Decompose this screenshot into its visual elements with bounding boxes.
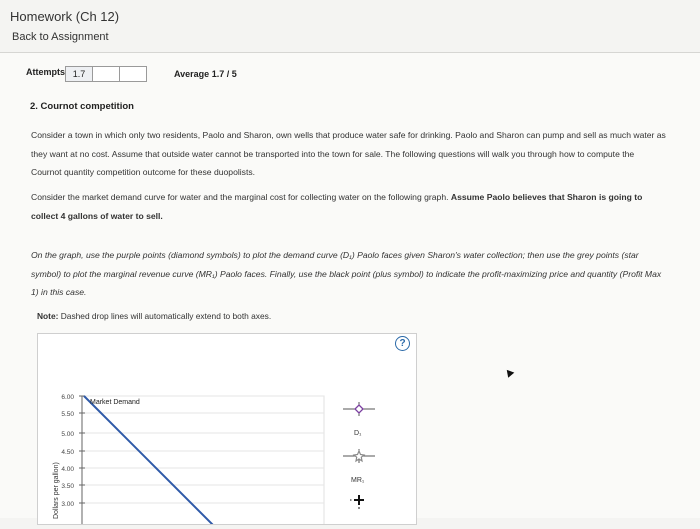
d1-diamond-tool[interactable] (343, 402, 375, 416)
attempt-box-1: 1.7 (65, 66, 93, 82)
paragraph-2-bold: Assume Paolo believes that Sharon is going to collect 4 gallons of water to sell. (31, 192, 643, 221)
note-label: Note: (37, 311, 59, 321)
market-demand-label: Market Demand (90, 399, 140, 406)
question-title: 2. Cournot competition (30, 101, 134, 112)
graph-panel (37, 333, 417, 525)
y-tick-label: 4.00 (61, 466, 74, 473)
question-paragraph-2 (31, 188, 666, 225)
legend-d1-label: D₁ (354, 430, 362, 437)
y-tick-label: 5.00 (61, 431, 74, 438)
mouse-cursor-icon (504, 367, 515, 378)
help-icon[interactable]: ? (395, 336, 410, 351)
star-icon (354, 451, 364, 461)
page-header (0, 0, 700, 53)
y-axis-label: Dollars per gallon) (53, 462, 60, 519)
paragraph-2-text: Consider the market demand curve for water and the marginal cost for collecting water on the following graph. (31, 192, 451, 202)
y-tick-label: 4.50 (61, 449, 74, 456)
legend-mr1-label: MR₁ (351, 477, 365, 484)
note (37, 311, 271, 321)
mr1-star-tool[interactable] (343, 449, 375, 463)
attempt-box-2 (92, 66, 120, 82)
note-text: Dashed drop lines will automatically extend to both axes. (58, 311, 272, 321)
diamond-icon (355, 405, 363, 413)
question-content (0, 53, 700, 518)
plot-area[interactable] (82, 396, 324, 524)
y-tick-label: 3.50 (61, 483, 74, 490)
homework-title: Homework (Ch 12) (10, 9, 120, 24)
profit-max-plus-tool[interactable] (350, 495, 364, 509)
question-paragraph-3: On the graph, use the purple points (diamond symbols) to plot the demand curve (D₁) Paolo faces given Sharon's water collection; then use the grey points (star symbol) to plot the marginal revenue curve (MR₁) Paolo faces. Finally, use the black point (plus symbol) to indicate the profit-maximizing price and quantity (Profit Max 1) in this case. (31, 250, 662, 297)
question-paragraph-1: Consider a town in which only two residents, Paolo and Sharon, own wells that produce water safe for drinking. Paolo and Sharon can pump and sell as much water as they want at no cost. Assume that outside water cannot be transported into the town for sale. The following questions will walk you through how to compute the Cournot quantity competition outcome for these duopolists. (31, 130, 666, 177)
average-score: Average 1.7 / 5 (174, 69, 237, 79)
attempt-boxes (65, 66, 146, 82)
back-to-assignment-link[interactable]: Back to Assignment (12, 31, 109, 43)
y-tick-label: 6.00 (61, 394, 74, 401)
y-tick-label: 3.00 (61, 501, 74, 508)
y-tick-label: 5.50 (61, 411, 74, 418)
attempt-box-3 (119, 66, 147, 82)
attempts-label: Attempts (26, 67, 66, 77)
graph-svg (38, 334, 416, 524)
